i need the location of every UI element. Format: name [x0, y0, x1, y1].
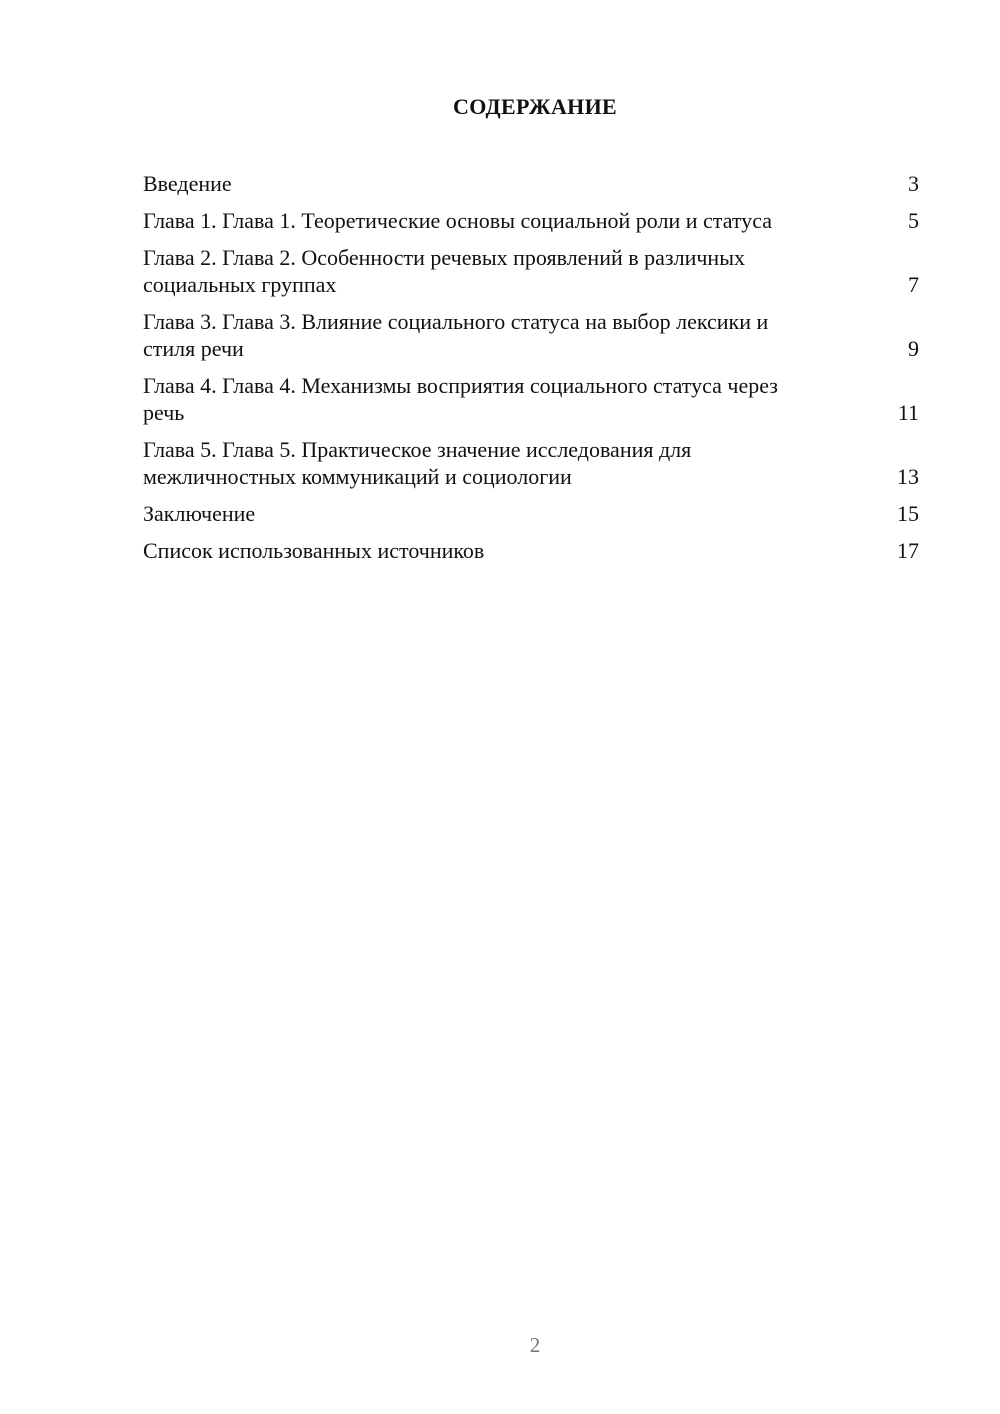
toc-entry-page: 17 — [897, 538, 919, 563]
toc-entry-page: 9 — [908, 336, 919, 361]
toc-entry-text: Глава 2. Глава 2. Особенности речевых проявлений в различных социальных группах — [143, 245, 745, 297]
toc-entry-text: Введение — [143, 171, 232, 196]
toc-entry-text: Глава 5. Глава 5. Практическое значение исследования для межличностных коммуникаций и социологии — [143, 437, 692, 489]
toc-entry-page: 3 — [908, 171, 919, 196]
page-number: 2 — [529, 1333, 541, 1357]
toc-entry-chapter-4[interactable] — [143, 372, 919, 426]
toc-entry-text: Глава 3. Глава 3. Влияние социального статуса на выбор лексики и стиля речи — [143, 309, 769, 361]
toc-entry-conclusion[interactable] — [143, 500, 919, 527]
toc-entry-text: Список использованных источников — [143, 538, 485, 563]
toc-entry-chapter-3[interactable] — [143, 308, 919, 362]
toc-entry-page: 13 — [897, 464, 919, 489]
toc-entry-chapter-1[interactable] — [143, 207, 919, 234]
toc-entry-page: 15 — [897, 501, 919, 526]
toc-title: СОДЕРЖАНИЕ — [453, 94, 617, 119]
toc-entry-page: 11 — [897, 400, 919, 425]
toc-entry-chapter-5[interactable] — [143, 436, 919, 490]
toc-entry-page: 5 — [908, 208, 919, 233]
toc-entry-text: Заключение — [143, 501, 256, 526]
toc-entry-introduction[interactable] — [143, 170, 919, 197]
toc-entry-chapter-2[interactable] — [143, 244, 919, 298]
toc-entry-text: Глава 1. Глава 1. Теоретические основы социальной роли и статуса — [143, 208, 773, 233]
toc-entry-page: 7 — [908, 272, 919, 297]
toc-entry-references[interactable] — [143, 537, 919, 564]
toc-entry-text: Глава 4. Глава 4. Механизмы восприятия социального статуса через речь — [143, 373, 778, 425]
table-of-contents — [143, 170, 919, 574]
